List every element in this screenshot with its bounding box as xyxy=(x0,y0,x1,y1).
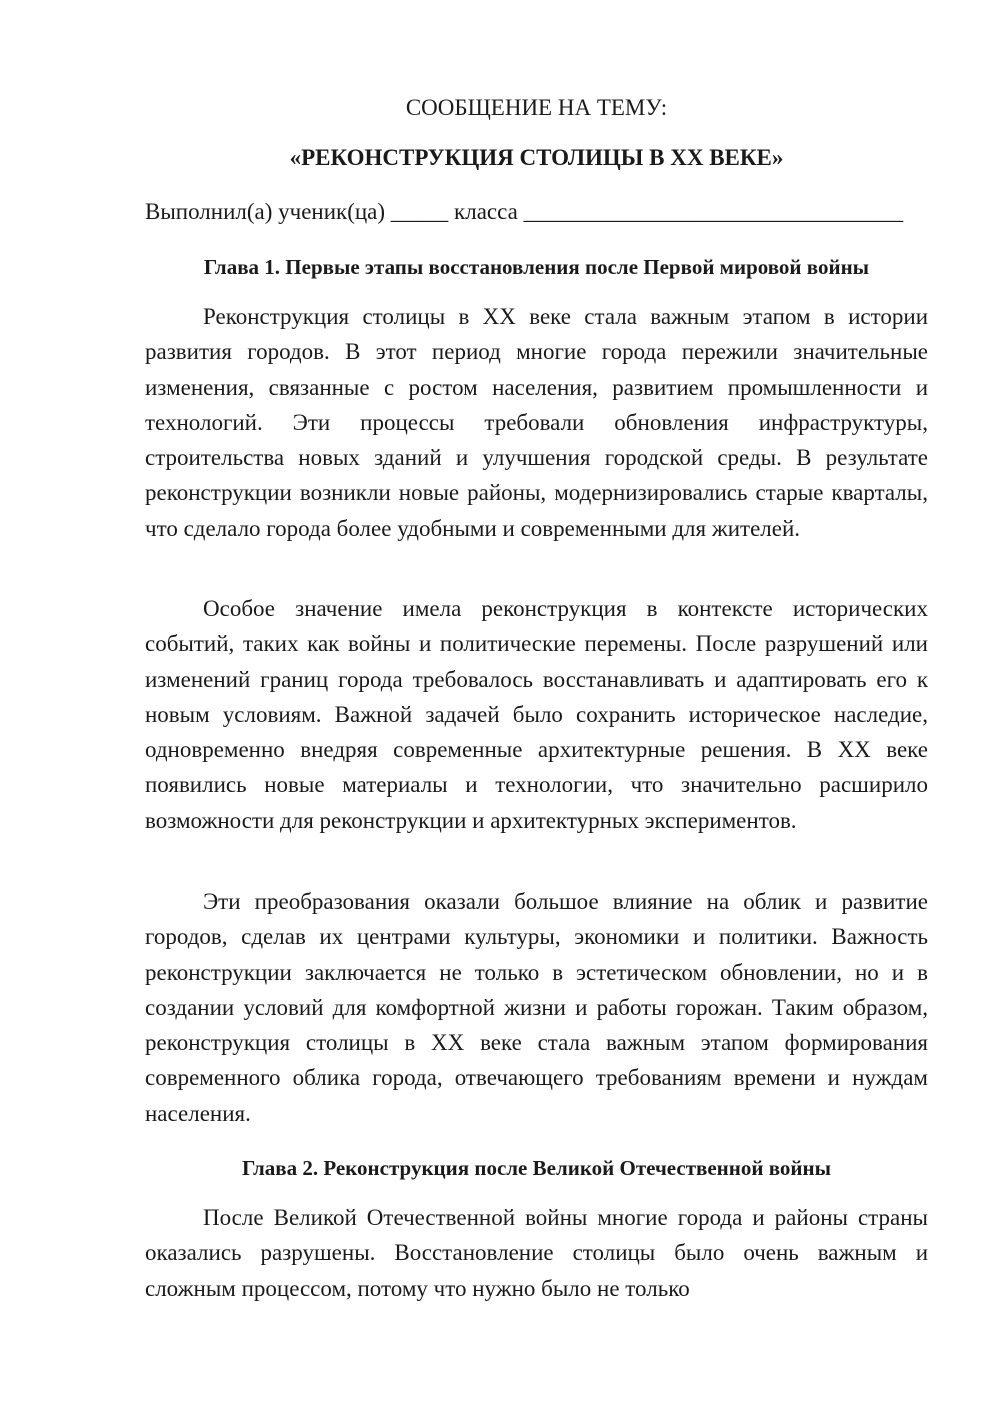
chapter-1-heading: Глава 1. Первые этапы восстановления после Первой мировой войны xyxy=(203,255,870,279)
chapter-1-paragraph-3: Эти преобразования оказали большое влияние на облик и развитие городов, сделав их центрами культуры, экономики и политики. Важность реконструкции заключается не только в эстетическом обновлении, но и в создании условий для комфортной жизни и работы горожан. Таким образом, реконструкция столицы в XX веке стала важным этапом формирования современного облика города, отвечающего требованиям времени и нуждам населения. xyxy=(145,889,928,1126)
chapter-2-heading: Глава 2. Реконструкция после Великой Отечественной войны xyxy=(241,1156,832,1180)
chapter-2-paragraph-1: После Великой Отечественной войны многие города и районы страны оказались разрушены. Восстановление столицы было очень важным и сложным процессом, потому что нужно было не только xyxy=(145,1205,928,1301)
chapter-1-paragraph-1: Реконструкция столицы в XX веке стала важным этапом в истории развития городов. В этот период многие города пережили значительные изменения, связанные с ростом населения, развитием промышленности и технологий. Эти процессы требовали обновления инфраструктуры, строительства новых зданий и улучшения городской среды. В результате реконструкции возникли новые районы, модернизировались старые кварталы, что сделало города более удобными и современными для жителей. xyxy=(145,304,928,541)
document-subtitle: «РЕКОНСТРУКЦИЯ СТОЛИЦЫ В XX ВЕКЕ» xyxy=(289,145,784,170)
chapter-1-paragraph-2: Особое значение имела реконструкция в контексте исторических событий, таких как войны и политические перемены. После разрушений или изменений границ города требовалось восстанавливать и адаптировать его к новым условиям. Важной задачей было сохранить историческое наследие, одновременно внедряя современные архитектурные решения. В XX веке появились новые материалы и технологии, что значительно расширило возможности для реконструкции и архитектурных экспериментов. xyxy=(145,596,928,833)
document-title: СООБЩЕНИЕ НА ТЕМУ: xyxy=(405,95,668,120)
author-line: Выполнил(а) ученик(ца) _____ класса _________________________________ xyxy=(145,199,904,224)
